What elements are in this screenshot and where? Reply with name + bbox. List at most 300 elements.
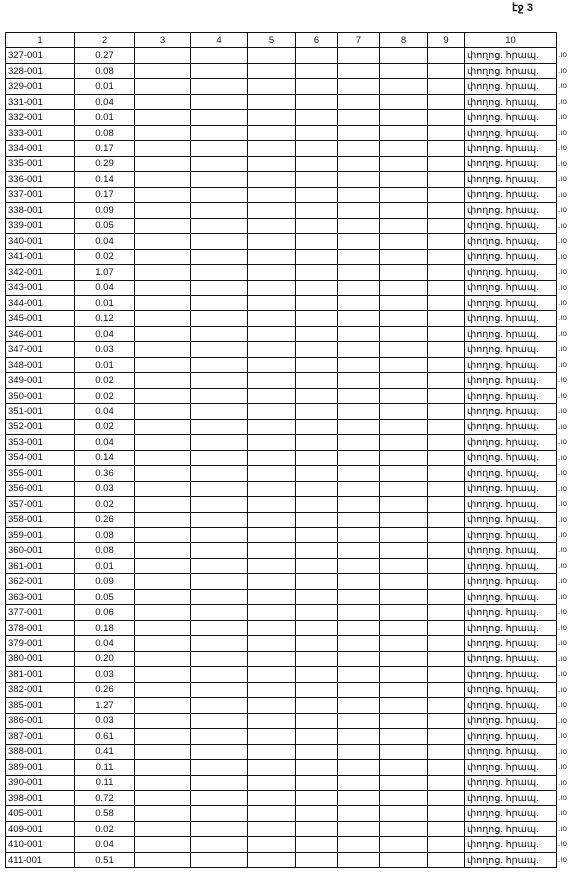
empty-cell: [191, 342, 248, 357]
empty-cell: [248, 311, 296, 326]
area-value-cell: 0.17: [75, 187, 135, 202]
purpose-cell: փողոց. հրապ.: [465, 249, 557, 264]
empty-cell: [296, 280, 338, 295]
margin-mark: .ıo: [558, 406, 567, 416]
empty-cell: [135, 837, 191, 852]
empty-cell: [380, 620, 428, 635]
margin-mark: .ıo: [558, 127, 567, 137]
empty-cell: [191, 357, 248, 372]
area-value-cell: 0.03: [75, 713, 135, 728]
empty-cell: [428, 295, 465, 310]
margin-mark: .ıo: [558, 700, 567, 710]
empty-cell: [248, 218, 296, 233]
table-row: [6, 110, 557, 125]
empty-cell: [428, 852, 465, 867]
empty-cell: [428, 234, 465, 249]
empty-cell: [428, 280, 465, 295]
empty-cell: [296, 543, 338, 558]
purpose-cell: փողոց. հրապ.: [465, 466, 557, 481]
empty-cell: [338, 172, 380, 187]
empty-cell: [191, 249, 248, 264]
column-header: 5: [248, 33, 296, 48]
empty-cell: [191, 636, 248, 651]
table-row: [6, 589, 557, 604]
empty-cell: [338, 342, 380, 357]
empty-cell: [380, 388, 428, 403]
empty-cell: [191, 388, 248, 403]
parcel-id-cell: 381-001: [6, 667, 75, 682]
purpose-cell: փողոց. հրապ.: [465, 512, 557, 527]
empty-cell: [428, 172, 465, 187]
empty-cell: [135, 125, 191, 140]
parcel-id-cell: 379-001: [6, 636, 75, 651]
table-row: [6, 79, 557, 94]
table-row: [6, 497, 557, 512]
area-value-cell: 0.36: [75, 466, 135, 481]
margin-mark: .ıo: [558, 220, 567, 230]
area-value-cell: 0.02: [75, 419, 135, 434]
table-row: [6, 512, 557, 527]
empty-cell: [296, 620, 338, 635]
empty-cell: [338, 852, 380, 867]
empty-cell: [191, 558, 248, 573]
empty-cell: [135, 528, 191, 543]
table-row: [6, 481, 557, 496]
empty-cell: [248, 141, 296, 156]
table-row: [6, 667, 557, 682]
empty-cell: [248, 125, 296, 140]
empty-cell: [191, 806, 248, 821]
margin-mark: .ıo: [558, 530, 567, 539]
column-header: 3: [135, 33, 191, 48]
empty-cell: [135, 450, 191, 465]
purpose-cell: փողոց. հրապ.: [465, 357, 557, 372]
table-row: [6, 265, 557, 280]
empty-cell: [338, 574, 380, 589]
empty-cell: [191, 713, 248, 728]
empty-cell: [380, 760, 428, 775]
empty-cell: [380, 79, 428, 94]
empty-cell: [380, 280, 428, 295]
empty-cell: [248, 760, 296, 775]
empty-cell: [296, 342, 338, 357]
purpose-cell: փողոց. հրապ.: [465, 682, 557, 697]
empty-cell: [248, 682, 296, 697]
purpose-cell: փողոց. հրապ.: [465, 497, 557, 512]
column-header: 7: [338, 33, 380, 48]
empty-cell: [135, 744, 191, 759]
empty-cell: [135, 172, 191, 187]
empty-cell: [338, 466, 380, 481]
margin-mark: .ıo: [558, 390, 567, 400]
table-row: [6, 419, 557, 434]
margin-mark: .ıo: [558, 313, 567, 323]
parcel-id-cell: 405-001: [6, 806, 75, 821]
margin-mark: .ıo: [558, 669, 567, 679]
margin-mark: .ıo: [558, 545, 567, 555]
empty-cell: [428, 760, 465, 775]
empty-cell: [248, 203, 296, 218]
empty-cell: [135, 760, 191, 775]
area-value-cell: 1.27: [75, 698, 135, 713]
table-row: [6, 172, 557, 187]
parcel-id-cell: 351-001: [6, 404, 75, 419]
empty-cell: [296, 404, 338, 419]
empty-cell: [338, 48, 380, 63]
empty-cell: [428, 651, 465, 666]
purpose-cell: փողոց. հրապ.: [465, 651, 557, 666]
parcel-id-cell: 343-001: [6, 280, 75, 295]
empty-cell: [428, 94, 465, 109]
parcel-id-cell: 331-001: [6, 94, 75, 109]
purpose-cell: փողոց. հրապ.: [465, 187, 557, 202]
empty-cell: [338, 110, 380, 125]
empty-cell: [191, 125, 248, 140]
purpose-cell: փողոց. հրապ.: [465, 775, 557, 790]
table-row: [6, 404, 557, 419]
empty-cell: [296, 806, 338, 821]
parcel-id-cell: 356-001: [6, 481, 75, 496]
empty-cell: [248, 249, 296, 264]
table-row: [6, 636, 557, 651]
empty-cell: [338, 404, 380, 419]
empty-cell: [135, 605, 191, 620]
empty-cell: [191, 698, 248, 713]
purpose-cell: փողոց. հրապ.: [465, 806, 557, 821]
empty-cell: [191, 589, 248, 604]
column-header: 9: [428, 33, 465, 48]
empty-cell: [296, 790, 338, 805]
empty-cell: [338, 744, 380, 759]
empty-cell: [135, 713, 191, 728]
parcel-id-cell: 378-001: [6, 620, 75, 635]
empty-cell: [296, 450, 338, 465]
empty-cell: [380, 172, 428, 187]
empty-cell: [428, 249, 465, 264]
purpose-cell: փողոց. հրապ.: [465, 280, 557, 295]
margin-mark: .ıo: [558, 839, 567, 849]
empty-cell: [248, 790, 296, 805]
empty-cell: [338, 806, 380, 821]
empty-cell: [296, 234, 338, 249]
margin-mark: .ıo: [558, 483, 567, 493]
empty-cell: [248, 806, 296, 821]
empty-cell: [296, 497, 338, 512]
empty-cell: [191, 729, 248, 744]
empty-cell: [191, 326, 248, 341]
empty-cell: [380, 497, 428, 512]
margin-mark: .ıo: [558, 746, 567, 756]
parcel-id-cell: 382-001: [6, 682, 75, 697]
empty-cell: [135, 357, 191, 372]
empty-cell: [248, 852, 296, 867]
margin-mark: .ıo: [558, 591, 567, 601]
empty-cell: [191, 574, 248, 589]
area-value-cell: 0.26: [75, 512, 135, 527]
empty-cell: [248, 388, 296, 403]
empty-cell: [191, 435, 248, 450]
empty-cell: [380, 125, 428, 140]
empty-cell: [380, 605, 428, 620]
empty-cell: [338, 558, 380, 573]
table-row: [6, 558, 557, 573]
parcel-id-cell: 338-001: [6, 203, 75, 218]
purpose-cell: փողոց. հրապ.: [465, 620, 557, 635]
empty-cell: [380, 713, 428, 728]
purpose-cell: փողոց. հրապ.: [465, 435, 557, 450]
empty-cell: [191, 667, 248, 682]
empty-cell: [191, 512, 248, 527]
table-row: [6, 249, 557, 264]
purpose-cell: փողոց. հրապ.: [465, 342, 557, 357]
empty-cell: [296, 466, 338, 481]
empty-cell: [248, 63, 296, 78]
parcel-id-cell: 386-001: [6, 713, 75, 728]
table-row: [6, 651, 557, 666]
area-value-cell: 0.29: [75, 156, 135, 171]
empty-cell: [191, 203, 248, 218]
area-value-cell: 0.01: [75, 357, 135, 372]
margin-mark: .ıo: [558, 792, 567, 802]
purpose-cell: փողոց. հրապ.: [465, 574, 557, 589]
table-row: [6, 698, 557, 713]
empty-cell: [135, 141, 191, 156]
empty-cell: [248, 620, 296, 635]
empty-cell: [296, 249, 338, 264]
margin-mark: .ıo: [558, 421, 567, 431]
parcel-id-cell: 389-001: [6, 760, 75, 775]
empty-cell: [191, 218, 248, 233]
margin-spacer: [558, 32, 576, 47]
empty-cell: [338, 760, 380, 775]
area-value-cell: 0.02: [75, 821, 135, 836]
margin-mark: .ıo: [558, 715, 567, 725]
table-row: [6, 852, 557, 867]
empty-cell: [248, 419, 296, 434]
parcel-id-cell: 358-001: [6, 512, 75, 527]
empty-cell: [380, 48, 428, 63]
margin-mark: .ıo: [558, 297, 567, 307]
area-value-cell: 1.07: [75, 265, 135, 280]
empty-cell: [338, 79, 380, 94]
empty-cell: [296, 63, 338, 78]
empty-cell: [428, 605, 465, 620]
empty-cell: [428, 620, 465, 635]
margin-mark: .ıo: [558, 854, 567, 864]
purpose-cell: փողոց. հրապ.: [465, 94, 557, 109]
empty-cell: [248, 450, 296, 465]
area-value-cell: 0.08: [75, 63, 135, 78]
empty-cell: [135, 852, 191, 867]
empty-cell: [135, 558, 191, 573]
purpose-cell: փողոց. հրապ.: [465, 156, 557, 171]
area-value-cell: 0.01: [75, 295, 135, 310]
empty-cell: [191, 497, 248, 512]
area-value-cell: 0.11: [75, 760, 135, 775]
empty-cell: [191, 682, 248, 697]
empty-cell: [248, 837, 296, 852]
empty-cell: [296, 760, 338, 775]
table-row: [6, 218, 557, 233]
table-row: [6, 342, 557, 357]
empty-cell: [380, 357, 428, 372]
table-row: [6, 234, 557, 249]
parcel-id-cell: 355-001: [6, 466, 75, 481]
parcel-id-cell: 353-001: [6, 435, 75, 450]
table-row: [6, 760, 557, 775]
empty-cell: [380, 466, 428, 481]
empty-cell: [380, 698, 428, 713]
table-row: [6, 450, 557, 465]
parcel-id-cell: 329-001: [6, 79, 75, 94]
empty-cell: [338, 543, 380, 558]
margin-mark: .ıo: [558, 653, 567, 663]
empty-cell: [428, 311, 465, 326]
empty-cell: [191, 141, 248, 156]
empty-cell: [338, 373, 380, 388]
column-header: 1: [6, 33, 75, 48]
empty-cell: [248, 295, 296, 310]
margin-mark: .ıo: [558, 452, 567, 462]
parcel-id-cell: 348-001: [6, 357, 75, 372]
empty-cell: [248, 528, 296, 543]
empty-cell: [338, 435, 380, 450]
empty-cell: [296, 295, 338, 310]
empty-cell: [428, 388, 465, 403]
empty-cell: [191, 481, 248, 496]
purpose-cell: փողոց. հրապ.: [465, 419, 557, 434]
margin-mark: .ıo: [558, 282, 567, 292]
empty-cell: [248, 280, 296, 295]
empty-cell: [380, 729, 428, 744]
empty-cell: [338, 605, 380, 620]
margin-mark: .ıo: [558, 65, 567, 75]
empty-cell: [380, 651, 428, 666]
empty-cell: [135, 729, 191, 744]
empty-cell: [428, 682, 465, 697]
empty-cell: [296, 698, 338, 713]
area-value-cell: 0.41: [75, 744, 135, 759]
empty-cell: [338, 265, 380, 280]
empty-cell: [296, 682, 338, 697]
empty-cell: [248, 744, 296, 759]
parcel-id-cell: 327-001: [6, 48, 75, 63]
empty-cell: [338, 249, 380, 264]
empty-cell: [380, 450, 428, 465]
empty-cell: [135, 265, 191, 280]
empty-cell: [135, 218, 191, 233]
empty-cell: [428, 156, 465, 171]
table-row: [6, 48, 557, 63]
table-row: [6, 203, 557, 218]
empty-cell: [380, 203, 428, 218]
table-row: [6, 388, 557, 403]
empty-cell: [296, 203, 338, 218]
empty-cell: [338, 388, 380, 403]
empty-cell: [191, 265, 248, 280]
empty-cell: [428, 713, 465, 728]
empty-cell: [248, 110, 296, 125]
empty-cell: [135, 203, 191, 218]
empty-cell: [135, 790, 191, 805]
area-value-cell: 0.02: [75, 249, 135, 264]
purpose-cell: փողոց. հրապ.: [465, 373, 557, 388]
empty-cell: [135, 636, 191, 651]
empty-cell: [428, 512, 465, 527]
empty-cell: [296, 187, 338, 202]
margin-mark: .ıo: [558, 251, 567, 261]
purpose-cell: փողոց. հրապ.: [465, 852, 557, 867]
empty-cell: [428, 636, 465, 651]
empty-cell: [135, 512, 191, 527]
empty-cell: [428, 837, 465, 852]
margin-marks: [558, 32, 576, 867]
empty-cell: [380, 94, 428, 109]
column-header: 4: [191, 33, 248, 48]
empty-cell: [135, 775, 191, 790]
empty-cell: [380, 187, 428, 202]
empty-cell: [135, 682, 191, 697]
empty-cell: [380, 744, 428, 759]
empty-cell: [248, 497, 296, 512]
margin-mark: .ıo: [558, 50, 567, 60]
empty-cell: [191, 79, 248, 94]
purpose-cell: փողոց. հրապ.: [465, 636, 557, 651]
margin-mark: .ıo: [558, 174, 567, 184]
empty-cell: [380, 528, 428, 543]
empty-cell: [338, 729, 380, 744]
empty-cell: [296, 172, 338, 187]
empty-cell: [248, 435, 296, 450]
empty-cell: [191, 373, 248, 388]
empty-cell: [296, 125, 338, 140]
area-value-cell: 0.20: [75, 651, 135, 666]
empty-cell: [428, 419, 465, 434]
empty-cell: [380, 295, 428, 310]
empty-cell: [191, 651, 248, 666]
margin-mark: .ıo: [558, 514, 567, 524]
parcel-id-cell: 388-001: [6, 744, 75, 759]
empty-cell: [338, 203, 380, 218]
purpose-cell: փողոց. հրապ.: [465, 141, 557, 156]
table-row: [6, 357, 557, 372]
table-row: [6, 63, 557, 78]
margin-mark: .ıo: [558, 112, 567, 122]
empty-cell: [428, 203, 465, 218]
empty-cell: [428, 435, 465, 450]
empty-cell: [428, 110, 465, 125]
empty-cell: [135, 821, 191, 836]
area-value-cell: 0.04: [75, 326, 135, 341]
empty-cell: [135, 156, 191, 171]
empty-cell: [380, 63, 428, 78]
margin-mark: .ıo: [558, 638, 567, 648]
empty-cell: [135, 48, 191, 63]
empty-cell: [296, 265, 338, 280]
empty-cell: [191, 419, 248, 434]
empty-cell: [135, 651, 191, 666]
area-value-cell: 0.09: [75, 574, 135, 589]
empty-cell: [296, 48, 338, 63]
purpose-cell: փողոց. հրապ.: [465, 234, 557, 249]
margin-mark: .ıo: [558, 576, 567, 586]
empty-cell: [338, 821, 380, 836]
empty-cell: [296, 357, 338, 372]
parcel-id-cell: 328-001: [6, 63, 75, 78]
empty-cell: [338, 698, 380, 713]
table-row: [6, 141, 557, 156]
empty-cell: [338, 775, 380, 790]
